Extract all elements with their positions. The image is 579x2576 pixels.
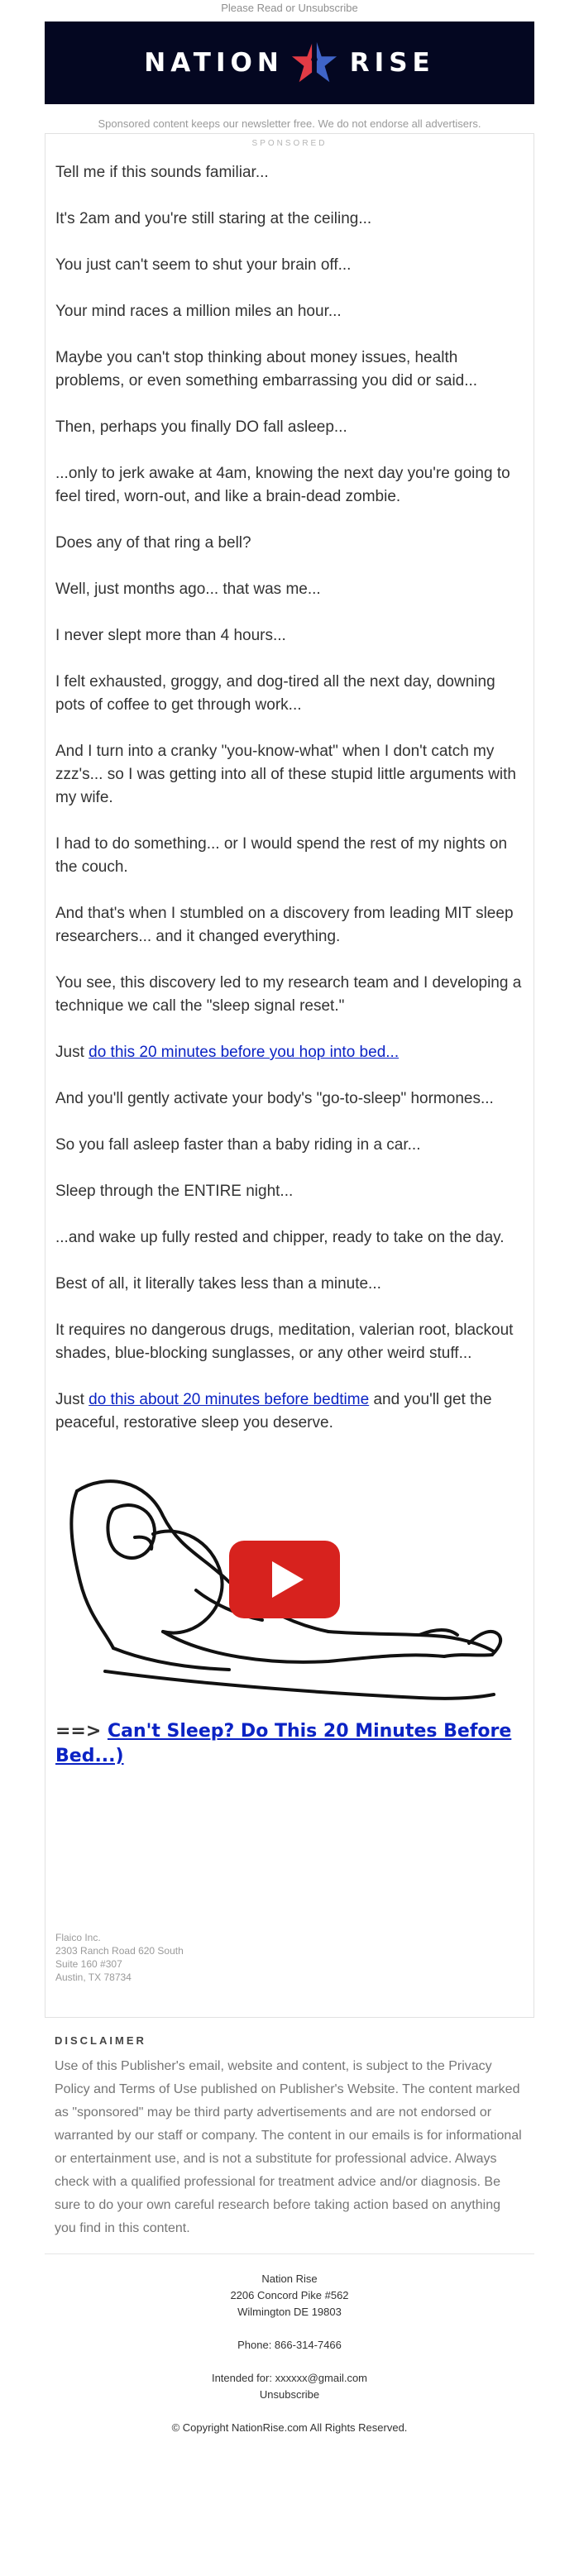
copy-paragraph: It's 2am and you're still staring at the ceiling... [55, 210, 372, 227]
sponsored-card [45, 133, 534, 2018]
brand-logo[interactable] [144, 39, 434, 87]
copy-paragraph-with-link [55, 1041, 524, 1064]
copy-paragraph: And I turn into a cranky "you-know-what" when I don't catch my zzz's... so I was getting into all of these stupid little arguments with my wife. [55, 743, 517, 806]
copy-paragraph: Maybe you can't stop thinking about money issues, health problems, or even something embarrassing you did or said... [55, 349, 478, 390]
footer [0, 2254, 579, 2456]
disclaimer-section [45, 2018, 534, 2254]
copy-paragraph: Tell me if this sounds familiar... [55, 164, 269, 181]
star-logo-icon [290, 39, 338, 87]
copy-text: and you'll get the peaceful, restorative sleep you deserve. [55, 1391, 492, 1431]
copy-paragraph: You just can't seem to shut your brain off... [55, 256, 352, 274]
copy-paragraph: Sleep through the ENTIRE night... [55, 1183, 294, 1200]
copy-paragraph: Your mind races a million miles an hour... [55, 303, 342, 320]
copy-paragraph: I felt exhausted, groggy, and dog-tired all the next day, downing pots of coffee to get through work... [55, 673, 495, 714]
ad-copy [55, 161, 524, 1435]
advertiser-address [55, 1931, 524, 1984]
disclaimer-text: Use of this Publisher's email, website and content, is subject to the Privacy Policy and Terms of Use published on Publisher's Website. The content marked as "sponsored" may be third party advertisements and are not endorsed or warranted by our staff or company. The content in our emails is for informational or entertainment use, and is not a substitute for professional advice. Always check with a qualified professional for treatment advice and/or diagnosis. Be sure to do your own careful research before taking action based on anything you find in this content. [55, 2059, 522, 2235]
brand-word-nation: NATION [144, 48, 284, 78]
copy-paragraph: And you'll gently activate your body's "go-to-sleep" hormones... [55, 1090, 494, 1107]
publisher-phone: Phone: 866-314-7466 [237, 2339, 342, 2351]
copy-paragraph: It requires no dangerous drugs, meditation, valerian root, blackout shades, blue-blocking sunglasses, or any other weird stuff... [55, 1321, 514, 1362]
copy-paragraph: Then, perhaps you finally DO fall asleep... [55, 418, 347, 436]
advertiser-city: Austin, TX 78734 [55, 1971, 132, 1983]
intended-recipient: Intended for: xxxxxx@gmail.com [211, 2372, 368, 2384]
cta-arrow: ==> [55, 1721, 108, 1742]
copy-text: Just [55, 1044, 89, 1061]
copy-paragraph: Does any of that ring a bell? [55, 534, 251, 552]
publisher-city: Wilmington DE 19803 [237, 2306, 342, 2318]
copy-text: Just [55, 1391, 89, 1408]
play-button-icon[interactable] [229, 1541, 340, 1618]
copy-paragraph: I never slept more than 4 hours... [55, 627, 286, 644]
publisher-street: 2206 Concord Pike #562 [230, 2289, 349, 2301]
copy-paragraph: And that's when I stumbled on a discovery from leading MIT sleep researchers... and it changed everything. [55, 905, 514, 945]
copy-paragraph: I had to do something... or I would spend the rest of my nights on the couch. [55, 835, 508, 876]
sleep-technique-link[interactable]: do this 20 minutes before you hop into bed... [89, 1044, 400, 1061]
disclaimer-heading: DISCLAIMER [55, 2034, 146, 2047]
sponsor-note: Sponsored content keeps our newsletter free. We do not endorse all advertisers. [98, 117, 481, 130]
publisher-name: Nation Rise [261, 2273, 318, 2285]
sponsored-label: SPONSORED [251, 139, 328, 148]
advertiser-suite: Suite 160 #307 [55, 1958, 122, 1970]
cta-line [55, 1719, 524, 1769]
bedtime-technique-link[interactable]: do this about 20 minutes before bedtime [89, 1391, 370, 1408]
copy-paragraph: So you fall asleep faster than a baby riding in a car... [55, 1136, 421, 1154]
preheader [0, 0, 579, 22]
brand-word-rise: RISE [349, 48, 435, 78]
advertiser-street: 2303 Ranch Road 620 South [55, 1945, 184, 1957]
copy-paragraph: Well, just months ago... that was me... [55, 581, 321, 598]
copyright: © Copyright NationRise.com All Rights Reserved. [171, 2421, 408, 2434]
unsubscribe-link[interactable]: Unsubscribe [259, 2388, 320, 2401]
copy-paragraph: ...and wake up fully rested and chipper, ready to take on the day. [55, 1229, 505, 1246]
copy-paragraph: ...only to jerk awake at 4am, knowing the next day you're going to feel tired, worn-out, and like a brain-dead zombie. [55, 465, 510, 505]
copy-paragraph-with-link [55, 1388, 524, 1435]
advertiser-name: Flaico Inc. [55, 1932, 101, 1943]
video-thumbnail[interactable] [55, 1458, 519, 1706]
copy-paragraph: You see, this discovery led to my research team and I developing a technique we call the "sleep signal reset." [55, 974, 522, 1015]
preheader-link[interactable]: Please Read or Unsubscribe [221, 2, 358, 14]
publisher-address [0, 2271, 579, 2320]
copy-paragraph: Best of all, it literally takes less than a minute... [55, 1275, 381, 1293]
cta-link[interactable]: Can't Sleep? Do This 20 Minutes Before Bed...) [55, 1721, 512, 1766]
recipient-block [0, 2370, 579, 2403]
header-banner [45, 22, 534, 104]
